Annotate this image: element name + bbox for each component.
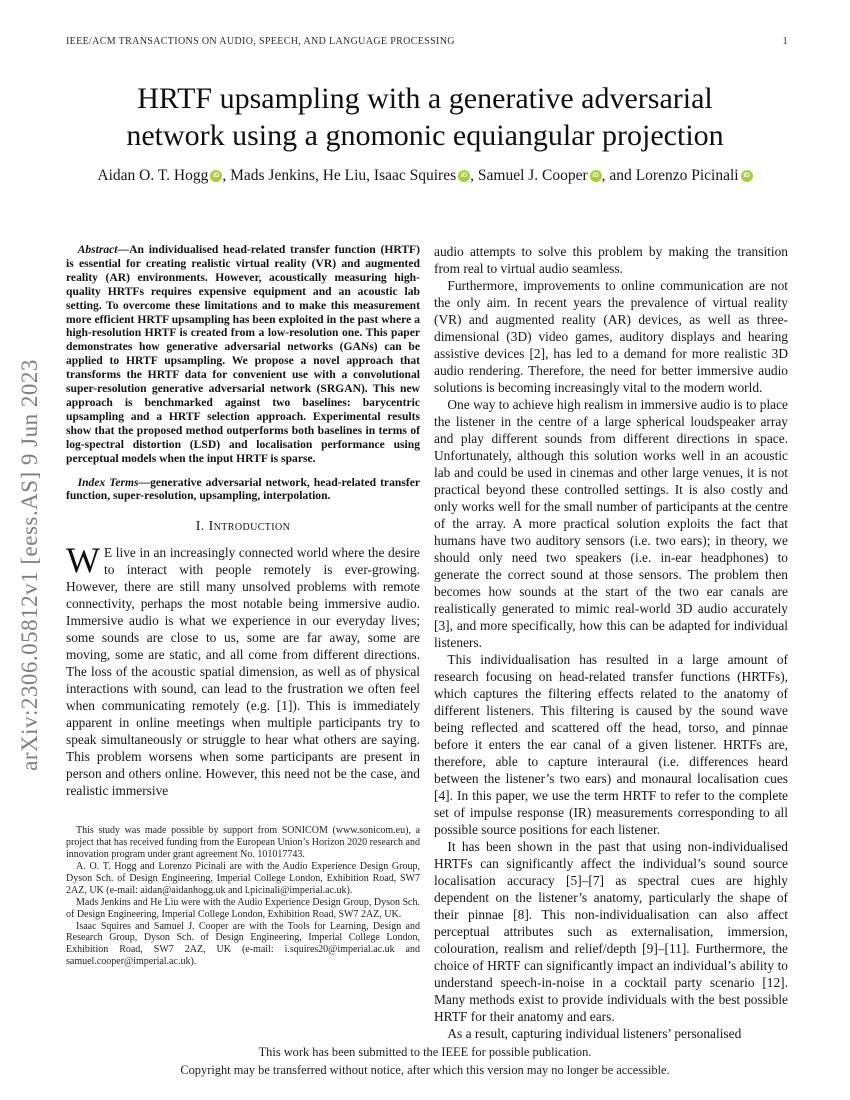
author-name: He Liu bbox=[322, 167, 367, 184]
orcid-icon: iD bbox=[210, 170, 222, 182]
author-name: Isaac Squires bbox=[373, 167, 457, 184]
footer-notice-line-1: This work has been submitted to the IEEE for possible publication. bbox=[258, 1045, 592, 1059]
orcid-icon: iD bbox=[458, 170, 470, 182]
arxiv-stamp: arXiv:2306.05812v1 [eess.AS] 9 Jun 2023 bbox=[17, 359, 42, 771]
footnote-funding: This study was made possible by support from SONICOM (www.sonicom.eu), a project that has received funding from the European Union’s Horizon 2020 research and innovation program under grant agreement No. 101017743. bbox=[66, 825, 420, 861]
footnote-block bbox=[66, 825, 420, 968]
author-line bbox=[0, 167, 850, 185]
page-number: 1 bbox=[782, 36, 788, 47]
journal-title: IEEE/ACM TRANSACTIONS ON AUDIO, SPEECH, AND LANGUAGE PROCESSING bbox=[66, 36, 455, 47]
index-terms-text: generative adversarial network, head-related transfer function, super-resolution, upsampling, interpolation. bbox=[66, 475, 420, 503]
index-terms-paragraph bbox=[66, 476, 420, 504]
right-column-paragraph: One way to achieve high realism in immersive audio is to place the listener in the centre of a large spherical loudspeaker array and play different sounds from different directions in space. Unfortunately, although this solution works well in an acoustic lab and could be used in cinemas and other large venues, it is not practical beyond these controlled settings. It is also costly and only works well for the small number of participants at the centre of the array. A more practical solution exploits the fact that humans have two auditory sensors (i.e. two ears); in theory, we should only need two speakers (i.e. in-ear headphones) to generate the correct sound at those sensors. The problem then becomes how sounds at the start of the two ear canals are realistically generated to mimic real-world 3D audio accurately [3], and more specifically, how this can be adapted for individual listeners. bbox=[434, 397, 788, 650]
right-column-paragraph: It has been shown in the past that using non-individualised HRTFs can significantly affect the individual’s sound source localisation accuracy [5]–[7] as spectral cues are highly dependent on the listener’s anatomy, particularly the shape of their pinnae [8]. This non-individualisation can also affect perceptual attributes such as externalisation, immersion, colouration, realism and relief/depth [9]–[11]. Furthermore, the choice of HRTF can significantly impact an individual’s ability to understand speech-in-noise in a cocktail party scenario [12]. Many methods exist to provide individuals with the best possible HRTF for their anatomy and ears. bbox=[434, 839, 788, 1024]
author-separator: , bbox=[222, 167, 231, 184]
author-separator: , bbox=[314, 167, 323, 184]
footnote-affiliation-3: Isaac Squires and Samuel J. Cooper are with the Tools for Learning, Design and Research Group, Dyson Sch. of Design Engineering, Imperial College London, Exhibition Road, SW7 2AZ, UK (e-mail: i.squires20@imperial.ac.uk and samuel.cooper@imperial.ac.uk). bbox=[66, 920, 420, 968]
right-column-paragraph: Furthermore, improvements to online communication are not the only aim. In recent years the prevalence of virtual reality (VR) and augmented reality (AR) devices, as well as three-dimensional (3D) video games, auditory displays and hearing assistive devices [2], has led to a demand for more realistic 3D audio rendering. Therefore, the need for better immersive audio solutions is becoming increasingly vital to the modern world. bbox=[434, 278, 788, 395]
footer-notice-line-2: Copyright may be transferred without notice, after which this version may no longer be accessible. bbox=[180, 1063, 670, 1077]
footnote-affiliation-1: A. O. T. Hogg and Lorenzo Picinali are with the Audio Experience Design Group, Dyson Sch. of Design Engineering, Imperial College London, Exhibition Road, SW7 2AZ, UK (e-mail: aidan@aidanhogg.uk and l.picinali@imperial.ac.uk). bbox=[66, 861, 420, 896]
orcid-icon: iD bbox=[741, 170, 753, 182]
index-terms-label: Index Terms— bbox=[77, 475, 151, 489]
intro-dropcap: W bbox=[66, 540, 100, 581]
right-column-paragraph: This individualisation has resulted in a large amount of research focusing on head-related transfer functions (HRTFs), which captures the filtering effects related to the anatomy of different listeners. This filtering is caused by the sound wave being reflected and scattered off the head, torso, and pinnae before it enters the ear canal of a given listener. HRTFs are, therefore, able to capture interaural (i.e. differences heard between the listener’s two ears) and monaural localisation cues [4]. In this paper, we use the term HRTF to refer to the complete set of impulse response (IR) measurements corresponding to all possible source positions for each listener. bbox=[434, 652, 788, 837]
author-separator: , bbox=[366, 167, 374, 184]
author-separator: , and bbox=[601, 167, 636, 184]
two-column-body bbox=[66, 243, 788, 1042]
left-column bbox=[66, 243, 420, 1042]
author-separator: , bbox=[470, 167, 478, 184]
right-column-paragraph: As a result, capturing individual listeners’ personalised bbox=[447, 1026, 742, 1041]
author-name: Lorenzo Picinali bbox=[635, 167, 739, 184]
abstract-paragraph bbox=[66, 243, 420, 466]
paper-title bbox=[0, 80, 850, 154]
right-column bbox=[434, 243, 788, 1042]
footnote-affiliation-2: Mads Jenkins and He Liu were with the Audio Experience Design Group, Dyson Sch. of Design Engineering, Imperial College London, Exhibition Road, SW7 2AZ, UK. bbox=[66, 896, 420, 920]
intro-paragraph-text: E live in an increasingly connected world where the desire to interact with people remotely is ever-growing. However, there are still many unsolved problems with remote connectivity, perhaps the most notable being immersive audio. Immersive audio is what we experience in our everyday lives; some sounds are close to us, some are far away, some are moving, some are static, and all come from different directions. The loss of the acoustic spatial dimension, as well as of physical interactions with sound, can lead to the frustration we often feel when communicating remotely (e.g. [1]). This is immediately apparent in online meetings when multiple participants try to speak simultaneously or struggle to hear what others are saying. This problem worsens when some participants are present in person and others online. However, this need not be the case, and realistic immersive bbox=[66, 545, 420, 799]
running-header bbox=[66, 36, 788, 47]
footer-notice bbox=[0, 1043, 850, 1079]
title-line-2: network using a gnomonic equiangular projection bbox=[126, 119, 724, 152]
abstract-label: Abstract— bbox=[77, 243, 130, 256]
right-column-paragraph: audio attempts to solve this problem by making the transition from real to virtual audio seamless. bbox=[434, 244, 788, 276]
abstract-text: An individualised head-related transfer function (HRTF) is essential for creating realistic virtual reality (VR) and augmented reality (AR) environments. However, acoustically measuring high-quality HRTFs requires expensive equipment and an acoustic lab setting. To overcome these limitations and to make this measurement more efficient HRTF upsampling has been exploited in the past where a high-resolution HRTF is created from a low-resolution one. This paper demonstrates how generative adversarial networks (GANs) can be applied to HRTF upsampling. We propose a novel approach that transforms the HRTF data for convenient use with a convolutional super-resolution generative adversarial network (SRGAN). This new approach is benchmarked against two baselines: barycentric upsampling and a HRTF selection approach. Experimental results show that the proposed method outperforms both baselines in terms of log-spectral distortion (LSD) and localisation performance using perceptual models when the input HRTF is sparse. bbox=[66, 243, 420, 465]
title-line-1: HRTF upsampling with a generative adversarial bbox=[137, 82, 713, 115]
orcid-icon: iD bbox=[590, 170, 602, 182]
section-heading-introduction: I. Introduction bbox=[195, 519, 291, 535]
author-name: Mads Jenkins bbox=[230, 167, 315, 184]
author-name: Aidan O. T. Hogg bbox=[97, 167, 209, 184]
intro-paragraph bbox=[66, 540, 420, 799]
author-name: Samuel J. Cooper bbox=[477, 167, 588, 184]
